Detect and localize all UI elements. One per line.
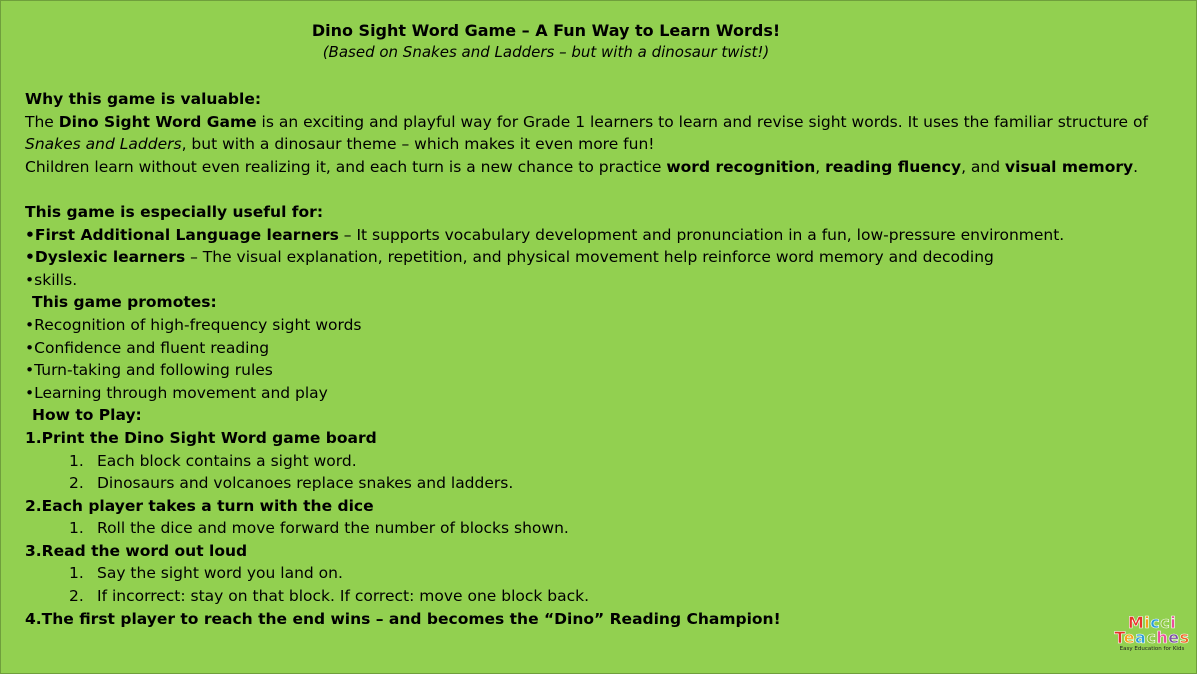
logo-letter: i [1170, 613, 1177, 632]
promotes-item: •Learning through movement and play [25, 383, 328, 402]
page-title: Dino Sight Word Game – A Fun Way to Learn Words! [311, 21, 781, 40]
logo-letter: c [1150, 613, 1161, 632]
bullet-label: •First Additional Language learners [25, 225, 339, 244]
logo-letter: e [1168, 628, 1180, 647]
promotes-heading: This game promotes: [32, 293, 217, 312]
micci-teaches-logo [1113, 615, 1191, 653]
logo-letter: T [1114, 628, 1124, 647]
text-run: . [1133, 157, 1139, 176]
game-name: Dino Sight Word Game [58, 112, 257, 131]
step-2-sub-1 [25, 517, 1175, 540]
logo-letter: a [1135, 628, 1147, 647]
sub-number: 2. [69, 474, 84, 493]
logo-tagline: Easy Education for Kids [1119, 646, 1185, 652]
spacer [25, 178, 1175, 201]
bullet-text: – The visual explanation, repetition, and physical movement help reinforce word memory and decoding [185, 248, 994, 267]
how-to-play-heading: How to Play: [32, 406, 142, 425]
logo-letter: s [1179, 628, 1190, 647]
skill-visual-memory: visual memory [1005, 157, 1134, 176]
logo-letter: M [1127, 613, 1145, 632]
step-3-sub-1 [25, 562, 1175, 585]
sub-text: Dinosaurs and volcanoes replace snakes and ladders. [97, 474, 514, 493]
why-paragraph-1 [25, 111, 1175, 156]
bullet-label: •Dyslexic learners [25, 248, 186, 267]
bullet-fal-learners [25, 224, 1175, 247]
sub-text: Say the sight word you land on. [97, 564, 343, 583]
logo-line-2 [1113, 630, 1191, 645]
logo-letter: c [1146, 628, 1157, 647]
sub-number: 1. [69, 451, 84, 470]
text-run: Children learn without even realizing it, and each turn is a new chance to practice [25, 157, 667, 176]
sub-number: 1. [69, 564, 84, 583]
text-run: , [815, 157, 826, 176]
step-3: 3.Read the word out loud [25, 541, 248, 560]
snakes-and-ladders-title: Snakes and Ladders [25, 135, 182, 154]
text-run: , but with a dinosaur theme – which makes it even more fun! [181, 135, 655, 154]
text-run: The [25, 112, 59, 131]
logo-letter: h [1156, 628, 1169, 647]
logo-letter: c [1160, 613, 1171, 632]
step-3-sub-2 [25, 585, 1175, 608]
skill-reading-fluency: reading fluency [825, 157, 962, 176]
bullet-dyslexic-learners [25, 246, 1175, 269]
skill-word-recognition: word recognition [666, 157, 816, 176]
step-1-sub-2 [25, 472, 1175, 495]
useful-heading: This game is especially useful for: [25, 202, 324, 221]
logo-letter: i [1144, 613, 1151, 632]
why-heading: Why this game is valuable: [25, 90, 262, 108]
text-run: , and [961, 157, 1006, 176]
bullet-text: – It supports vocabulary development and pronunciation in a fun, low-pressure environment. [338, 225, 1065, 244]
promotes-item: •Recognition of high-frequency sight words [25, 315, 362, 334]
sub-number: 1. [69, 519, 84, 538]
slide-content [25, 88, 1175, 630]
step-1: 1.Print the Dino Sight Word game board [25, 428, 377, 447]
sub-text: Roll the dice and move forward the number of blocks shown. [97, 519, 569, 538]
promotes-item: •Confidence and fluent reading [25, 338, 270, 357]
promotes-item: •Turn-taking and following rules [25, 361, 273, 380]
logo-letter: e [1123, 628, 1136, 647]
step-4: 4.The first player to reach the end wins – and becomes the “Dino” Reading Champion! [25, 609, 781, 628]
why-paragraph-2 [25, 156, 1175, 179]
text-run: is an exciting and playful way for Grade 1 learners to learn and revise sight words. It uses the familiar structure of [256, 112, 1148, 131]
sub-text: If incorrect: stay on that block. If correct: move one block back. [97, 587, 590, 606]
step-2: 2.Each player takes a turn with the dice [25, 496, 374, 515]
sub-text: Each block contains a sight word. [97, 451, 357, 470]
page-subtitle: (Based on Snakes and Ladders – but with a dinosaur twist!) [322, 43, 770, 61]
step-1-sub-1 [25, 450, 1175, 473]
sub-number: 2. [69, 587, 84, 606]
bullet-skills: •skills. [25, 270, 78, 289]
